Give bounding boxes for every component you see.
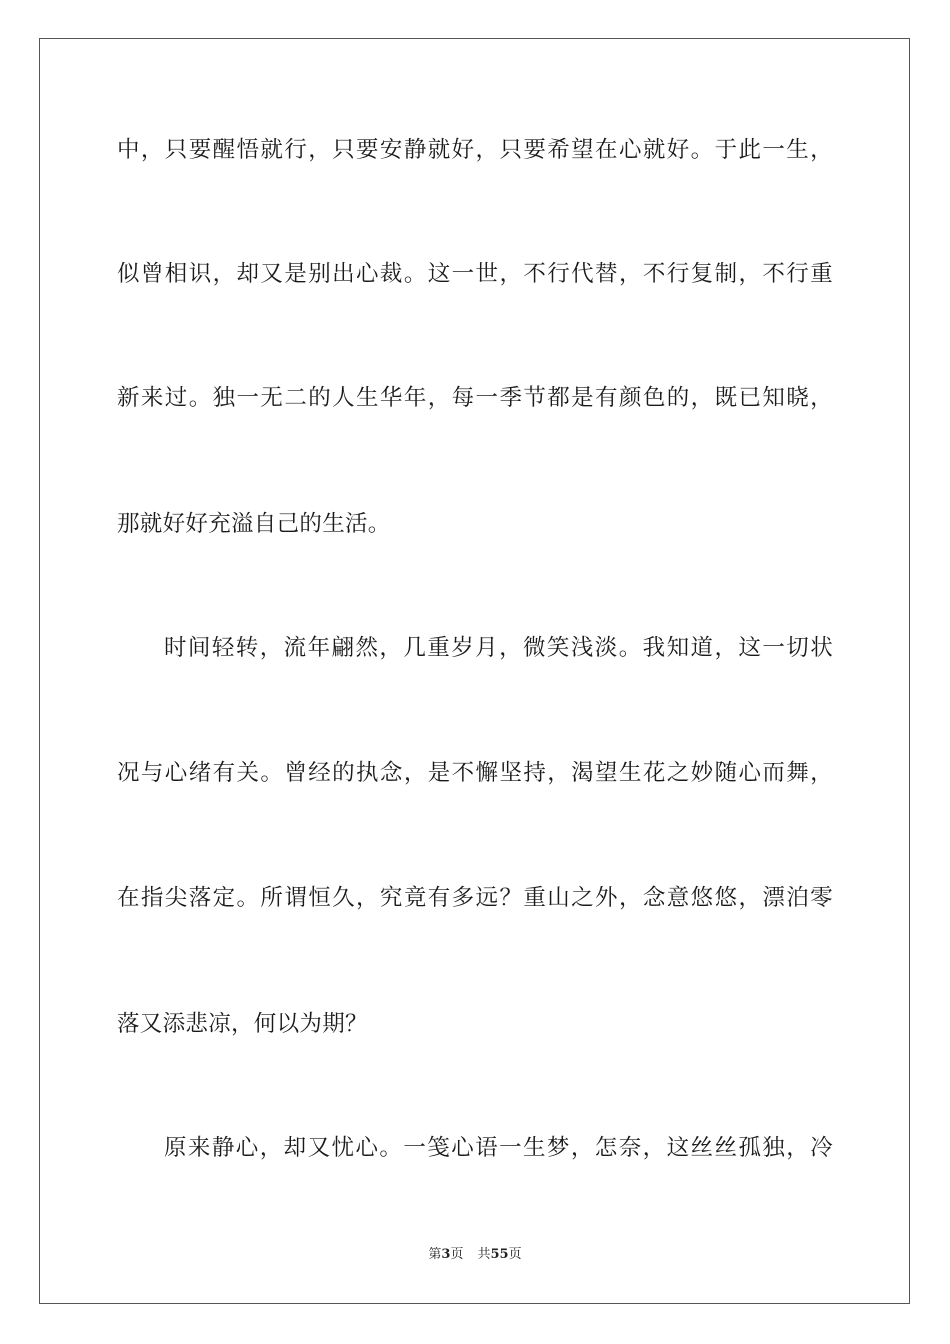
total-prefix: 共 xyxy=(477,1247,491,1262)
page-number: 3 xyxy=(441,1247,451,1262)
text-line-5: 时间轻转，流年翩然，几重岁月，微笑浅淡。我知道，这一切状 xyxy=(164,635,833,661)
total-suffix: 页 xyxy=(508,1247,522,1262)
text-line-1: 中，只要醒悟就行，只要安静就好，只要希望在心就好。于此一生， xyxy=(117,137,833,163)
text-line-9: 原来静心，却又忧心。一笺心语一生梦，怎奈，这丝丝孤独，冷 xyxy=(164,1135,833,1161)
text-line-8: 落又添悲凉，何以为期？ xyxy=(117,1011,368,1037)
page-border xyxy=(39,38,910,1304)
total-pages: 55 xyxy=(490,1247,509,1262)
text-line-4: 那就好好充溢自己的生活。 xyxy=(117,511,391,537)
text-line-7: 在指尖落定。所谓恒久，究竟有多远？重山之外，念意悠悠，漂泊零 xyxy=(117,885,833,911)
text-line-3: 新来过。独一无二的人生华年，每一季节都是有颜色的，既已知晓， xyxy=(117,385,833,411)
text-line-2: 似曾相识，却又是别出心裁。这一世，不行代替，不行复制，不行重 xyxy=(117,261,833,287)
page-footer xyxy=(0,1246,950,1264)
page-prefix: 第 xyxy=(428,1247,442,1262)
page-suffix: 页 xyxy=(450,1247,464,1262)
text-line-6: 况与心绪有关。曾经的执念，是不懈坚持，渴望生花之妙随心而舞， xyxy=(117,760,833,786)
